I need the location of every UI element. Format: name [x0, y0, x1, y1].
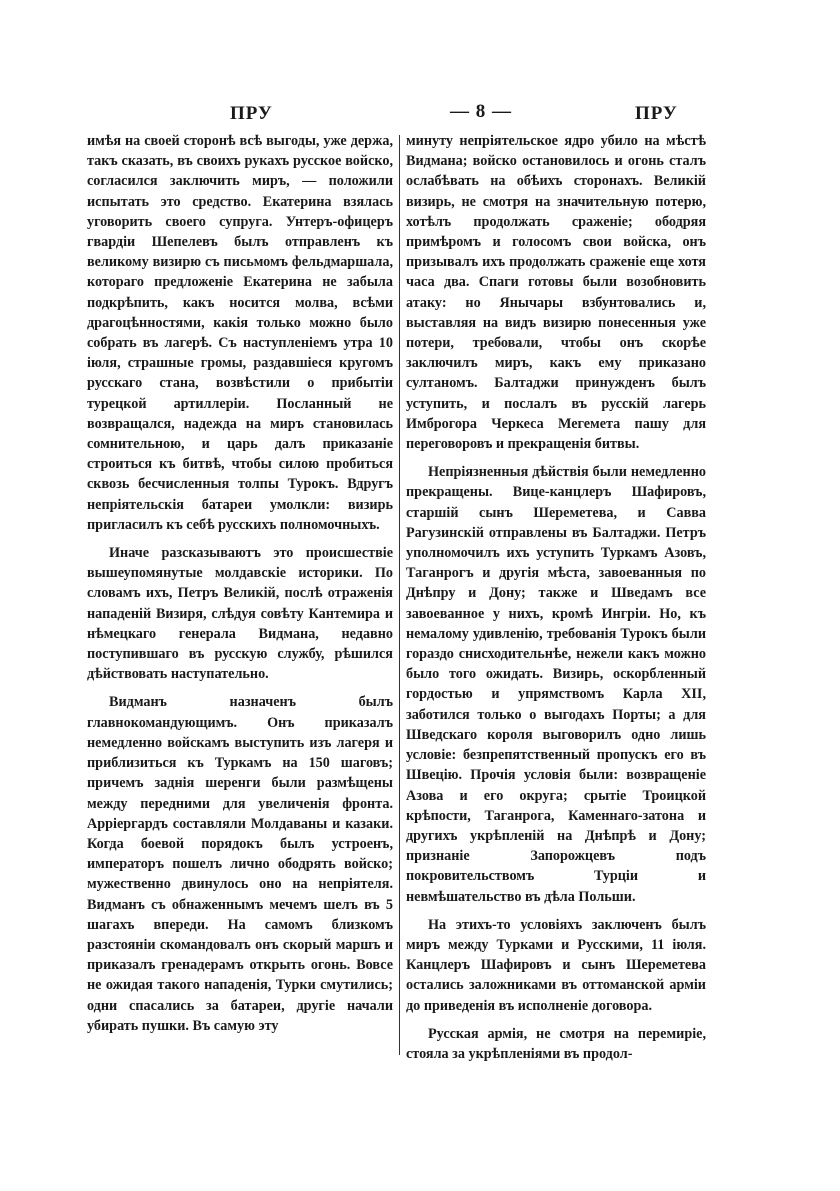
paragraph: минуту непріятельское ядро убило на мѣстѣ Видмана; войско остановилось и огонь сталъ ослабѣвать на обѣихъ сторонахъ. Великій визирь, не смотря на значительную потерю, хотѣлъ продолжать сраженіе; ободряя примѣромъ и голосомъ свои войска, онъ призывалъ ихъ продолжать сраженіе еще хотя часа два. Спаги готовы были возобновить атаку: но Янычары взбунтовались и, выставляя на видъ визирю понесенныя уже потери, требовали, чтобы онъ скорѣе заключилъ миръ, какъ ему приказано султаномъ. Балтаджи принужденъ былъ уступить, и послалъ въ русскій лагерь Имброгора Черкеса Мегемета пашу для переговоровъ и прекращенія битвы. [406, 133, 706, 453]
paragraph: имѣя на своей сторонѣ всѣ выгоды, уже держа, такъ сказать, въ своихъ рукахъ русское войско, согласился заключить миръ, — положили испытать это средство. Екатерина взялась уговорить своего супруга. Унтеръ-офицеръ гвардіи Шепелевъ былъ отправленъ къ великому визирю съ письмомъ фельдмаршала, котораго предложеніе Екатерина не забыла подкрѣпить, какъ носится молва, всѣми драгоцѣнностями, какія только можно было собрать въ лагерѣ. Съ наступленіемъ утра 10 іюля, страшные громы, раздавшіеся кругомъ русскаго стана, возвѣстили о прибытіи турецкой артиллеріи. Посланный не возвращался, надежда на миръ становилась сомнительною, и царь далъ приказаніе строиться къ битвѣ, чтобы силою пробиться сквозь бесчисленныя толпы Турокъ. Вдругъ непріятельскія батареи умолкли: визирь пригласилъ къ себѣ русскихъ полномочныхъ. [87, 133, 393, 533]
paragraph: Иначе разсказываютъ это происшествіе вышеупомянутые молдавскіе историки. По словамъ ихъ, Петръ Великій, послѣ отраженія нападеній Визиря, слѣдуя совѣту Кантемира и нѣмецкаго генерала Видмана, недавно поступившаго въ русскую службу, рѣшился дѣйствовать наступательно. [87, 545, 393, 683]
header-left-word: ПРУ [230, 103, 273, 124]
header-right-word: ПРУ [635, 103, 678, 124]
paragraph: На этихъ-то условіяхъ заключенъ былъ миръ между Турками и Русскими, 11 іюля. Канцлеръ Шафировъ и сынъ Шереметева остались заложниками въ оттоманской арміи до приведенія въ исполненіе договора. [406, 916, 706, 1014]
right-column [406, 131, 706, 1064]
paragraph: Непріязненныя дѣйствія были немедленно прекращены. Вице-канцлеръ Шафировъ, старшій сынъ Шереметева, и Савва Рагузинскій отправлены въ Балтаджи. Петръ уполномочилъ ихъ уступить Туркамъ Азовъ, Таганрогъ и другія мѣста, завоеванныя по Днѣпру и Дону; также и Шведамъ все завоеванное у нихъ, кромѣ Ингріи. Но, къ немалому удивленію, требованія Турокъ были гораздо снисходительнѣе, нежели какъ можно было того ожидать. Визирь, оскорбленный гордостью и упрямствомъ Карла XII, заботился только о выгодахъ Порты; а для Шведскаго короля выговорилъ одно лишь условіе: безпрепятственный пропускъ его въ Швецію. Прочія условія были: возвращеніе Азова и его округа; срытіе Троицкой крѣпости, Таганрога, Каменнаго-затона и другихъ укрѣпленій на Днѣпрѣ и Дону; признаніе Запорожцевъ подъ покровительствомъ Турціи и невмѣшательство въ дѣла Польши. [406, 464, 706, 905]
running-header [90, 103, 710, 127]
column-divider [399, 135, 400, 1055]
paragraph: Русская армія, не смотря на перемиріе, стояла за укрѣпленіями въ продол- [406, 1025, 706, 1062]
page-number: — 8 — [450, 101, 512, 122]
paragraph: Видманъ назначенъ былъ главнокомандующимъ. Онъ приказалъ немедленно войскамъ выступить изъ лагеря и приблизиться къ Туркамъ на 150 шаговъ; причемъ заднія шеренги были размѣщены между передними для увеличенія фронта. Арріергардъ составляли Молдаваны и казаки. Когда боевой порядокъ былъ устроенъ, императоръ пошелъ лично ободрять войско; мужественно двинулось оно на непріятеля. Видманъ съ обнаженнымъ мечемъ шелъ въ 5 шагахъ впереди. На самомъ близкомъ разстояніи скомандовалъ онъ скорый маршъ и приказалъ гренадерамъ открыть огонь. Вовсе не ожидая такого нападенія, Турки смутились; одни спасались за батареи, другіе начали убирать пушки. Въ самую эту [87, 694, 393, 1034]
left-column [87, 131, 393, 1036]
